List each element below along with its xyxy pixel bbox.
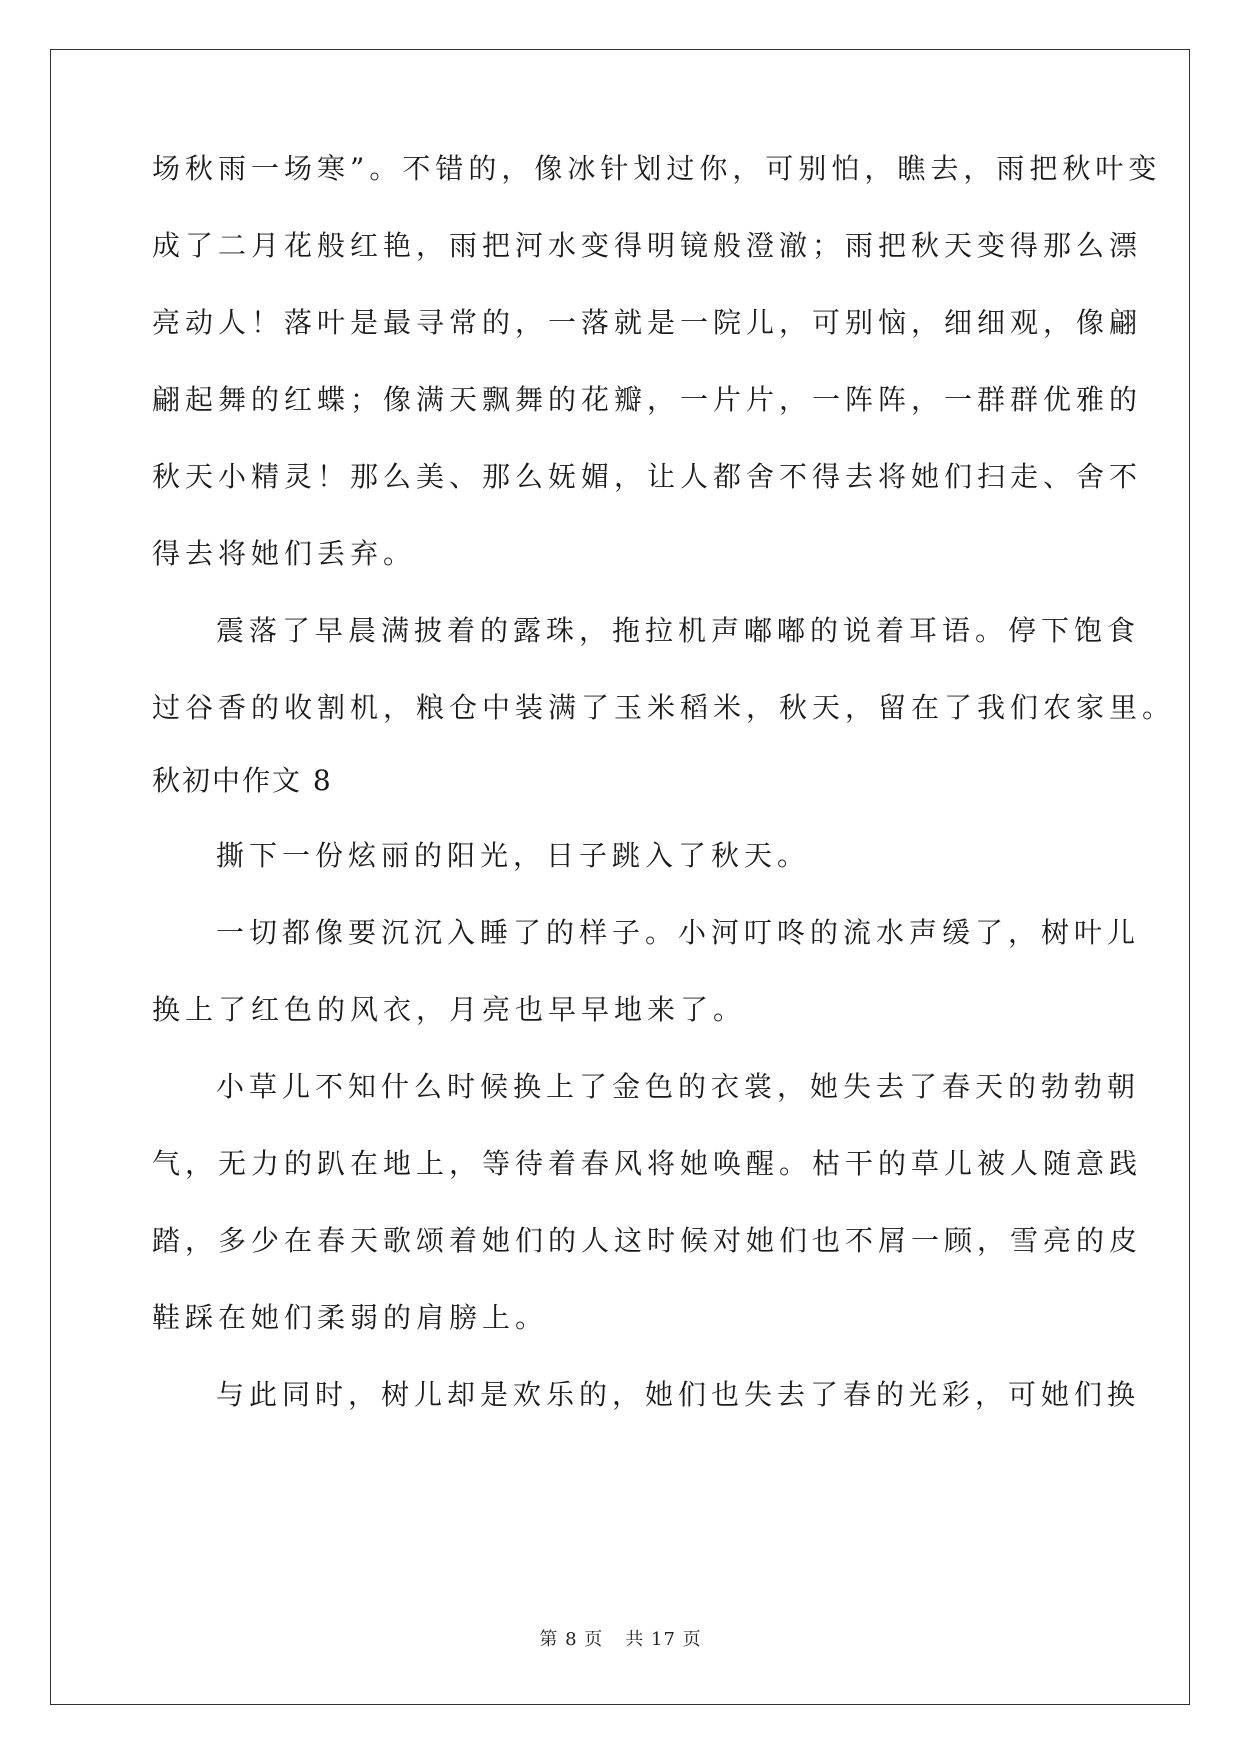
page-number: 第 8 页 [539, 1629, 604, 1650]
text-line: 踏，多少在春天歌颂着她们的人这时候对她们也不屑一顾，雪亮的皮 [152, 1224, 1143, 1257]
paragraph-first-line: 与此同时，树儿却是欢乐的，她们也失去了春的光彩，可她们换 [216, 1378, 1141, 1411]
text-line: 换上了红色的风衣，月亮也早早地来了。 [152, 993, 747, 1026]
paragraph-first-line: 震落了早晨满披着的露珠，拖拉机声嘟嘟的说着耳语。停下饱食 [216, 614, 1141, 647]
section-heading: 秋初中作文 8 [152, 764, 333, 797]
text-line: 过谷香的收割机，粮仓中装满了玉米稻米，秋天，留在了我们农家里。 [152, 691, 1176, 724]
text-line: 翩起舞的红蝶；像满天飘舞的花瓣，一片片，一阵阵，一群群优雅的 [152, 383, 1143, 416]
paragraph-first-line: 撕下一份炫丽的阳光，日子跳入了秋天。 [216, 839, 811, 872]
page-total: 共 17 页 [625, 1629, 702, 1650]
text-line: 秋天小精灵！那么美、那么妩媚，让人都舍不得去将她们扫走、舍不 [152, 460, 1143, 493]
paragraph-first-line: 小草儿不知什么时候换上了金色的衣裳，她失去了春天的勃勃朝 [216, 1070, 1141, 1103]
page-frame [50, 49, 1190, 1705]
text-line: 成了二月花般红艳，雨把河水变得明镜般澄澈；雨把秋天变得那么漂 [152, 229, 1143, 262]
page-footer [0, 1628, 1241, 1652]
text-line: 气，无力的趴在地上，等待着春风将她唤醒。枯干的草儿被人随意践 [152, 1147, 1143, 1180]
paragraph-first-line: 一切都像要沉沉入睡了的样子。小河叮咚的流水声缓了，树叶儿 [216, 916, 1141, 949]
text-line: 鞋踩在她们柔弱的肩膀上。 [152, 1301, 549, 1334]
text-line: 得去将她们丢弃。 [152, 537, 417, 570]
text-line: 亮动人！落叶是最寻常的，一落就是一院儿，可别恼，细细观，像翩 [152, 306, 1143, 339]
text-line: 场秋雨一场寒”。不错的，像冰针划过你，可别怕，瞧去，雨把秋叶变 [152, 152, 1162, 185]
